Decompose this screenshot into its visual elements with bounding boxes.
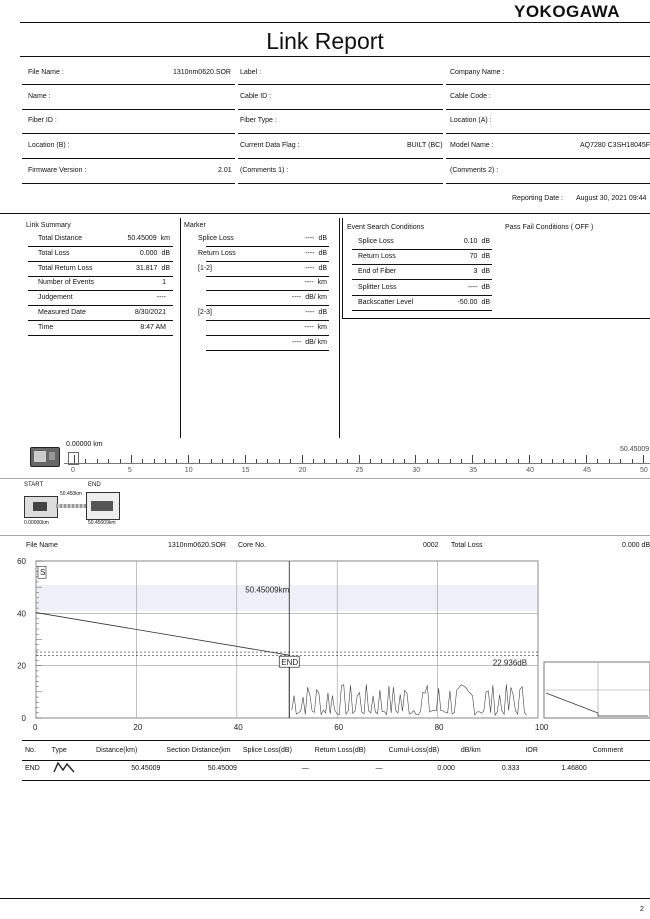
- start-marker-label: S: [40, 568, 46, 578]
- marker-row-label: [1-2]: [198, 264, 213, 272]
- link-summary-row-value: ----: [156, 294, 166, 302]
- marker-row-label: Return Loss: [198, 249, 236, 257]
- link-summary-row-value: 1: [162, 279, 166, 287]
- otdr-device-icon: [30, 447, 60, 467]
- marker-row-value: ---- dB: [305, 249, 327, 257]
- distance-annotation: 50.45009km: [245, 585, 290, 595]
- table-row: [22, 759, 650, 777]
- event-distance-cell: 50.45009: [131, 764, 161, 772]
- event-search-row-label: Splitter Loss: [358, 283, 397, 291]
- x-tick-label: 80: [434, 723, 444, 732]
- column-header: Comment: [592, 746, 624, 754]
- end-event-label: END: [281, 658, 299, 668]
- event-splice-cell: —: [301, 764, 309, 772]
- y-tick-label: 60: [17, 557, 26, 566]
- link-summary-heading: Link Summary: [26, 222, 71, 229]
- marker-row-value: ---- km: [304, 279, 327, 287]
- scale-tick-label: 15: [241, 467, 250, 474]
- start-connector-icon: [24, 496, 58, 518]
- page-title: Link Report: [266, 28, 384, 54]
- fiber-segment: [56, 504, 86, 508]
- scale-tick-label: 10: [184, 467, 193, 474]
- scale-tick-label: 5: [127, 467, 132, 474]
- event-search-row-label: Backscatter Level: [358, 298, 414, 306]
- header-rule: [20, 22, 650, 23]
- event-table: [22, 741, 650, 777]
- end-connector-icon: [86, 492, 120, 520]
- fiber-type-label: Fiber Type :: [240, 117, 277, 124]
- map-end-label: END: [88, 482, 101, 488]
- link-summary-row-value: 0.000 dB: [139, 249, 170, 257]
- scale-tick-label: 20: [298, 467, 307, 474]
- comments2-label: (Comments 2) :: [450, 167, 499, 174]
- scale-tick-label: 30: [412, 467, 421, 474]
- link-summary-row-label: Number of Events: [38, 279, 95, 287]
- firmware-label: Firmware Version :: [28, 167, 87, 174]
- scale-tick-label: 0: [71, 467, 75, 474]
- link-summary-row-value: 31.817 dB: [136, 264, 170, 272]
- y-tick-label: 40: [17, 609, 26, 619]
- link-summary-row-value: 8/30/2021: [134, 309, 166, 316]
- marker-row-value: ---- dB: [305, 235, 327, 242]
- pass-fail-label: Pass Fail Conditions ( OFF ): [505, 224, 594, 231]
- y-tick-label: 20: [17, 661, 26, 671]
- event-search-row-value: ---- dB: [468, 283, 490, 291]
- map-segment-label: 50.450km: [60, 491, 82, 497]
- x-tick-label: 20: [133, 723, 143, 732]
- event-search-row-value: 3 dB: [473, 268, 490, 276]
- loss-annotation: 22.936dB: [492, 658, 528, 668]
- firmware-value: 2.01: [218, 167, 232, 174]
- core-no-value: 0002: [423, 542, 439, 549]
- event-search-row-label: Return Loss: [358, 253, 396, 261]
- marker-row-label: Splice Loss: [198, 235, 234, 242]
- event-search-heading: Event Search Conditions: [347, 224, 425, 231]
- x-tick-label: 60: [334, 723, 344, 732]
- column-header: Distance(km): [96, 746, 138, 754]
- reporting-date-value: August 30, 2021 09:44: [576, 195, 647, 202]
- total-loss-value: 0.000 dB: [622, 542, 650, 549]
- marker-row-value: ---- dB/ km: [291, 294, 327, 302]
- column-header: Cumul-Loss(dB): [388, 746, 440, 754]
- event-dbkm-cell: 0.333: [501, 764, 520, 772]
- title-rule: [20, 56, 650, 57]
- page-number: 2: [640, 906, 644, 913]
- cable-id-label: Cable ID :: [240, 93, 272, 100]
- link-summary-row-value: 8:47 AM: [140, 323, 166, 331]
- brand-logo: YOKOGAWA: [513, 2, 620, 21]
- cable-code-label: Cable Code :: [450, 93, 491, 100]
- column-header: No.: [25, 746, 36, 754]
- location-b-label: Location (B) :: [28, 142, 70, 149]
- scale-end-label: 50.45009: [620, 446, 650, 453]
- event-ior-cell: 1.46800: [561, 764, 587, 772]
- data-flag-label: Current Data Flag :: [240, 142, 300, 149]
- end-event-icon: [49, 759, 93, 777]
- x-tick-label: 0: [33, 723, 38, 732]
- map-start-km: 0.00000km: [24, 520, 49, 526]
- total-loss-label: Total Loss: [451, 542, 483, 549]
- file-name-label: File Name :: [28, 69, 64, 76]
- marker-row-label: [2-3]: [198, 309, 213, 316]
- y-tick-label: 0: [21, 714, 26, 723]
- marker-row-value: ---- dB/ km: [291, 338, 327, 346]
- event-return-cell: —: [375, 764, 383, 772]
- scale-tick-label: 45: [583, 467, 591, 474]
- model-label: Model Name :: [450, 142, 494, 149]
- link-summary-row-label: Total Distance: [38, 235, 82, 242]
- trace-file-label: File Name: [26, 542, 58, 549]
- event-search-row-label: End of Fiber: [358, 268, 397, 276]
- event-no-cell: END: [25, 764, 40, 772]
- column-header: dB/km: [460, 746, 481, 754]
- otdr-trace-chart: [0, 555, 650, 740]
- link-summary-row-label: Time: [38, 323, 54, 331]
- column-header: Return Loss(dB): [314, 746, 366, 754]
- link-summary-row-label: Total Loss: [38, 249, 70, 257]
- location-a-label: Location (A) :: [450, 117, 492, 124]
- event-search-row-value: 0.10 dB: [463, 238, 490, 245]
- scale-tick-label: 40: [526, 467, 534, 474]
- event-search-row-value: -50.00 dB: [457, 298, 490, 306]
- event-search-row-value: 70 dB: [469, 253, 490, 261]
- scale-tick-label: 35: [469, 467, 478, 474]
- column-header: Splice Loss(dB): [242, 746, 292, 754]
- link-summary-row-label: Total Return Loss: [38, 264, 93, 272]
- link-summary-row-value: 50.45009 km: [127, 235, 170, 242]
- event-search-row-label: Splice Loss: [358, 238, 394, 245]
- fiber-id-label: Fiber ID :: [28, 117, 57, 124]
- scale-bar: [64, 463, 650, 464]
- column-header: Section Distance(km: [166, 746, 231, 754]
- x-tick-label: 40: [233, 723, 243, 732]
- marker-row-value: ---- dB: [305, 309, 327, 316]
- event-section-cell: 50.45009: [207, 764, 237, 772]
- column-header: Type: [51, 746, 67, 754]
- event-table-header: [22, 741, 650, 759]
- link-summary-row-label: Judgement: [38, 294, 73, 302]
- event-cumul-cell: 0.000: [437, 764, 455, 772]
- scale-tick-label: 50: [640, 467, 648, 474]
- comments1-label: (Comments 1) :: [240, 167, 289, 174]
- data-flag-value: BUILT (BC): [407, 142, 443, 149]
- marker-row-value: ---- km: [304, 323, 327, 331]
- map-start-label: START: [24, 482, 44, 488]
- model-value: AQ7280 C3SH18045F: [580, 142, 650, 149]
- label-label: Label :: [240, 69, 262, 76]
- event-comment-cell: [590, 759, 650, 777]
- marker-row-value: ---- dB: [305, 264, 327, 272]
- core-no-label: Core No.: [238, 542, 267, 549]
- reporting-date-label: Reporting Date :: [512, 195, 563, 202]
- name-label: Name :: [28, 93, 51, 100]
- scale-tick-label: 25: [355, 467, 364, 474]
- company-name-label: Company Name :: [450, 69, 505, 76]
- file-name-value: 1310nm0620.SOR: [173, 69, 231, 76]
- x-tick-label: 100: [535, 723, 549, 732]
- column-header: IOR: [525, 746, 538, 754]
- link-summary-row-label: Measured Date: [38, 309, 86, 316]
- scale-start-label: 0.00000 km: [66, 441, 103, 448]
- map-end-km: 50.45009km: [88, 520, 116, 526]
- trace-file-value: 1310nm0620.SOR: [168, 542, 226, 549]
- marker-heading: Marker: [184, 222, 206, 229]
